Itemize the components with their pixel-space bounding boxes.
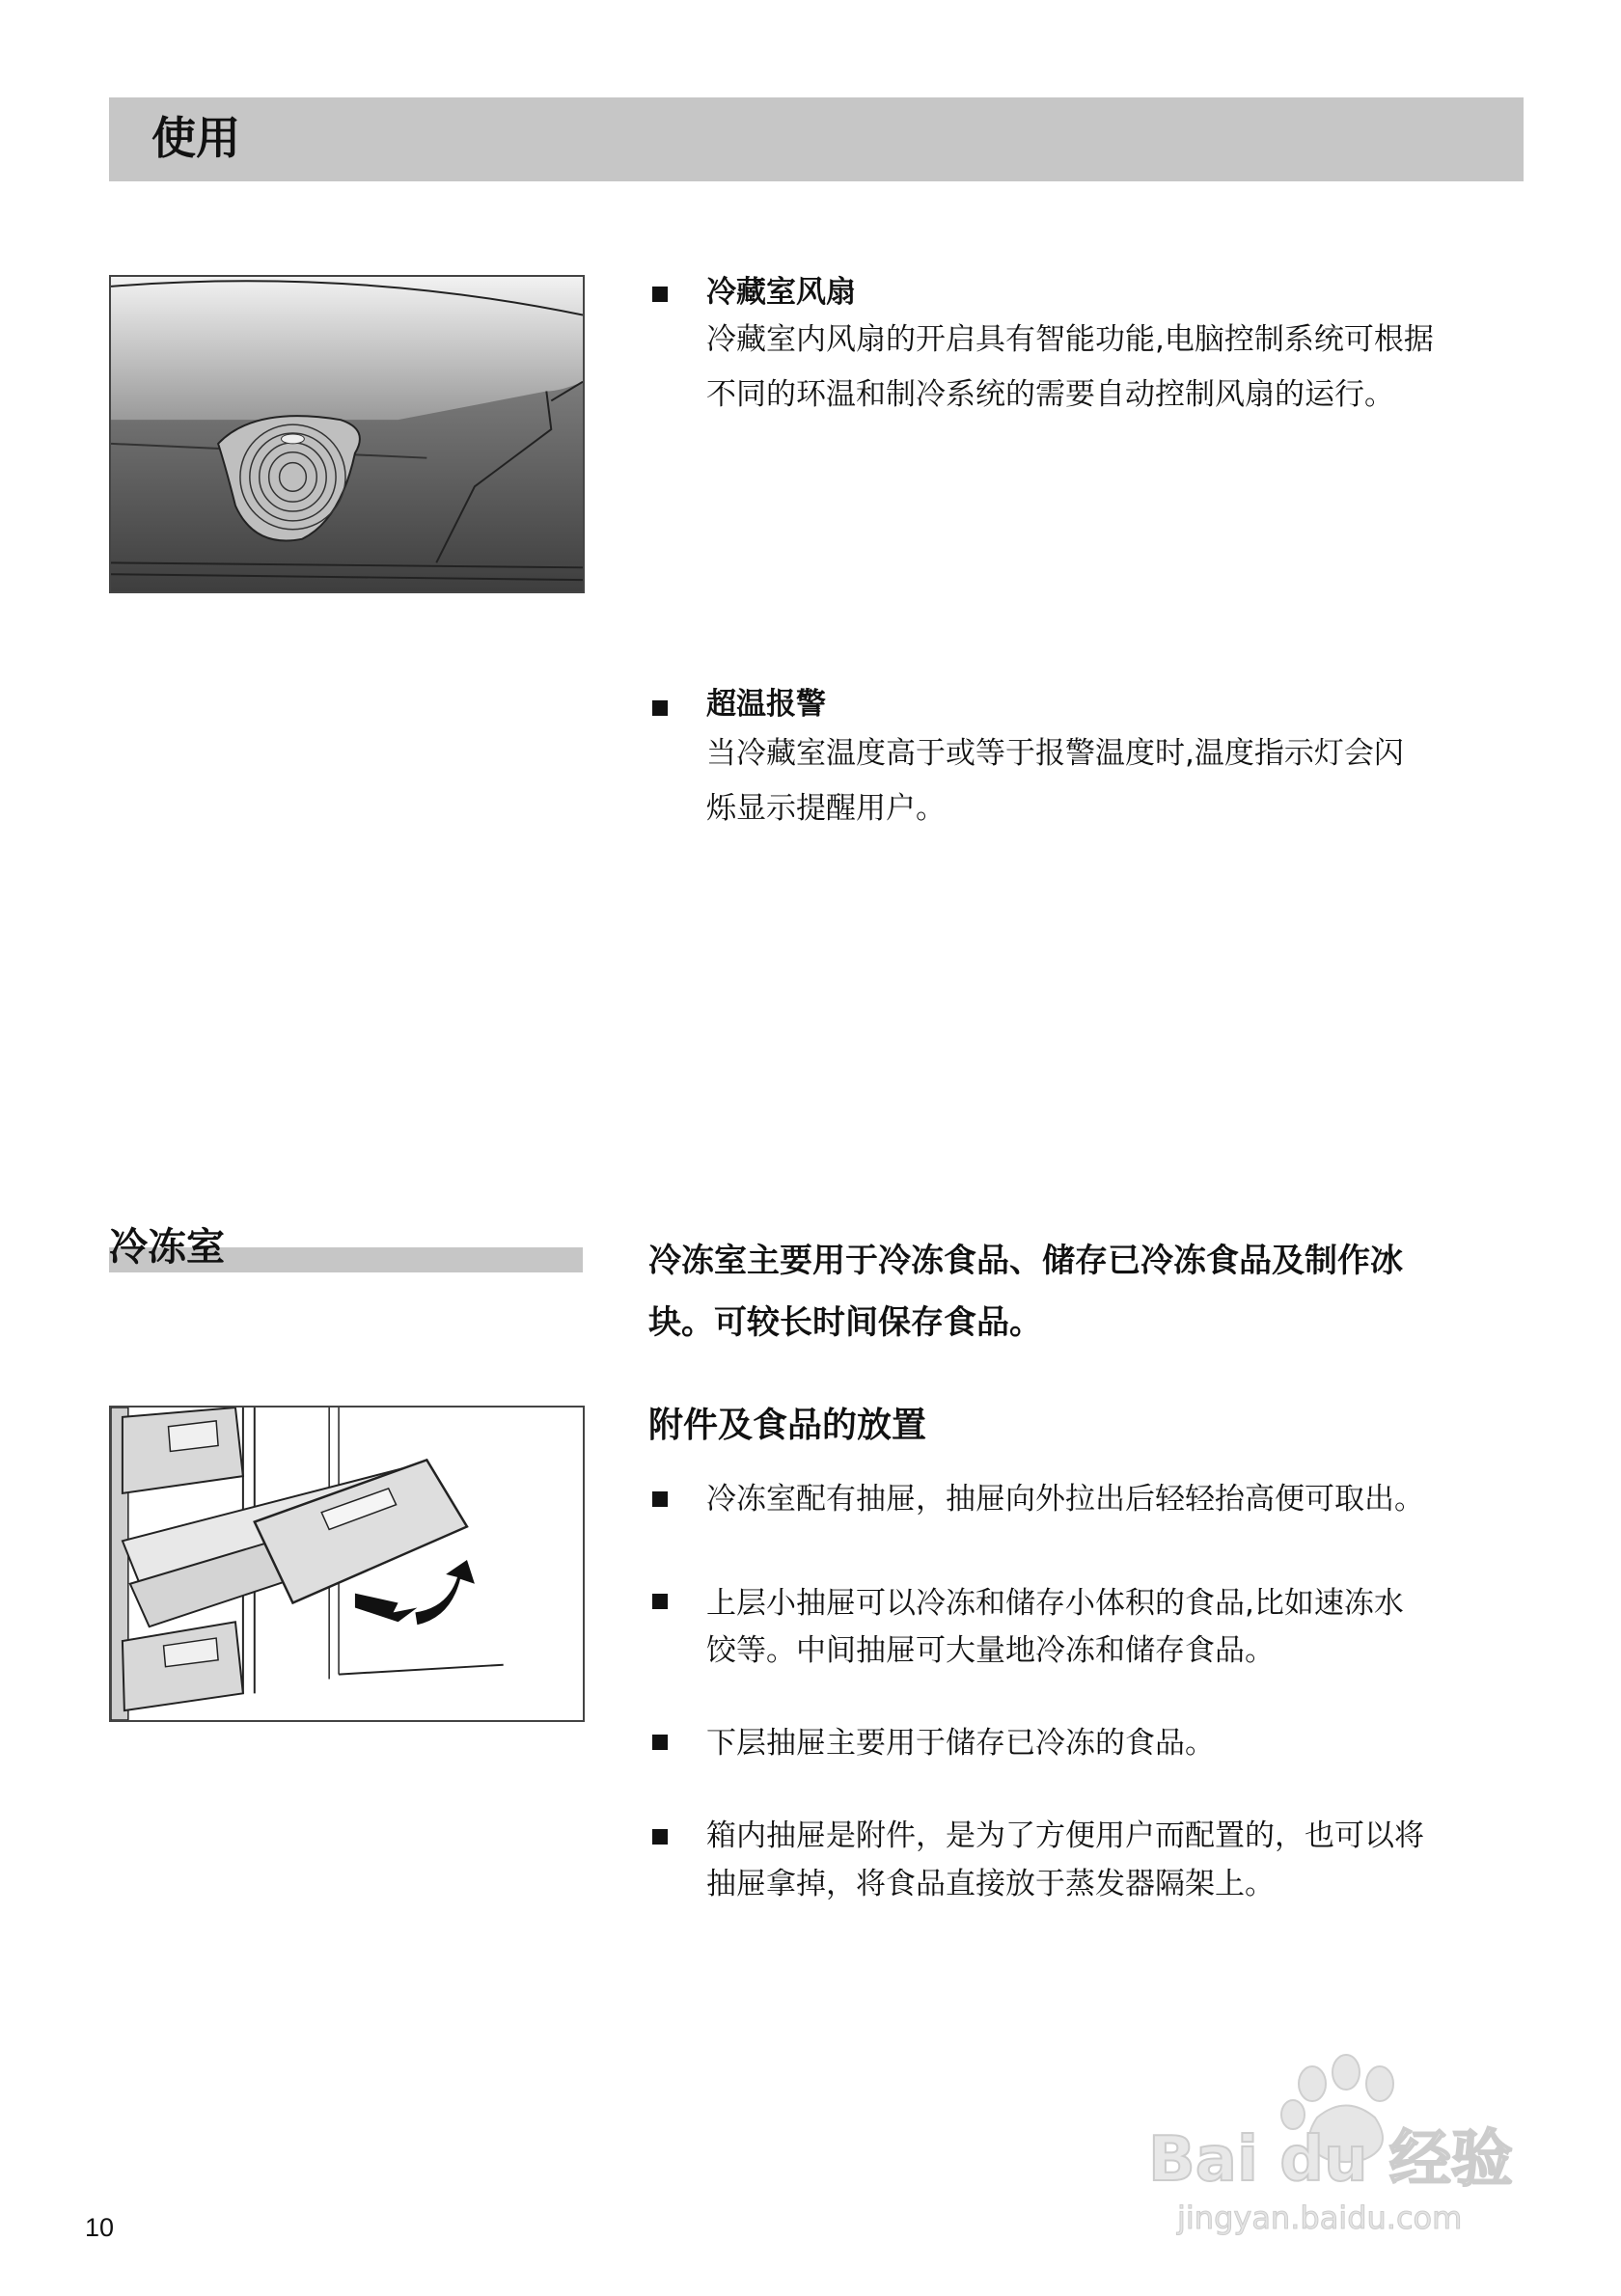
watermark-brand: Bai du 经验	[1148, 2124, 1513, 2196]
bullet-icon	[652, 1735, 668, 1750]
bullet-icon	[652, 1829, 668, 1845]
accessories-heading: 附件及食品的放置	[648, 1406, 927, 1445]
alarm-line-2: 烁显示提醒用户。	[706, 791, 946, 826]
fridge-fan-title: 冷藏室风扇	[706, 275, 856, 310]
bullet-icon	[652, 1594, 668, 1609]
alarm-title: 超温报警	[706, 687, 826, 722]
page-title: 使用	[151, 112, 240, 164]
page-number: 10	[85, 2213, 115, 2242]
fridge-fan-line-2: 不同的环温和制冷系统的需要自动控制风扇的运行。	[706, 377, 1394, 412]
section-header-bar	[109, 97, 1524, 181]
fridge-fan-illustration	[109, 275, 585, 593]
accessory-item-2-line-1: 上层小抽屉可以冷冻和储存小体积的食品,比如速冻水	[706, 1586, 1404, 1621]
freezer-drawer-illustration	[109, 1406, 585, 1722]
freezer-intro-line-2: 块。可较长时间保存食品。	[648, 1303, 1042, 1342]
freezer-intro-line-1: 冷冻室主要用于冷冻食品、储存已冷冻食品及制作冰	[648, 1242, 1403, 1280]
accessory-item-2-line-2: 饺等。中间抽屉可大量地冷冻和储存食品。	[706, 1633, 1275, 1668]
accessory-item-3-line-1: 下层抽屉主要用于储存已冷冻的食品。	[706, 1726, 1215, 1761]
freezer-heading: 冷冻室	[109, 1225, 225, 1270]
accessory-item-1-line-1: 冷冻室配有抽屉，抽屉向外拉出后轻轻抬高便可取出。	[706, 1482, 1424, 1517]
accessory-item-4-line-2: 抽屉拿掉，将食品直接放于蒸发器隔架上。	[706, 1867, 1275, 1901]
baidu-watermark	[1139, 2045, 1544, 2238]
alarm-line-1: 当冷藏室温度高于或等于报警温度时,温度指示灯会闪	[706, 736, 1404, 771]
accessory-item-4-line-1: 箱内抽屉是附件，是为了方便用户而配置的，也可以将	[706, 1818, 1424, 1853]
bullet-icon	[652, 287, 668, 302]
freezer-intro	[648, 1230, 1526, 1353]
bullet-icon	[652, 700, 668, 716]
fridge-fan-line-1: 冷藏室内风扇的开启具有智能功能,电脑控制系统可根据	[706, 322, 1434, 357]
watermark-url: jingyan.baidu.com	[1177, 2200, 1463, 2236]
bullet-icon	[652, 1491, 668, 1507]
